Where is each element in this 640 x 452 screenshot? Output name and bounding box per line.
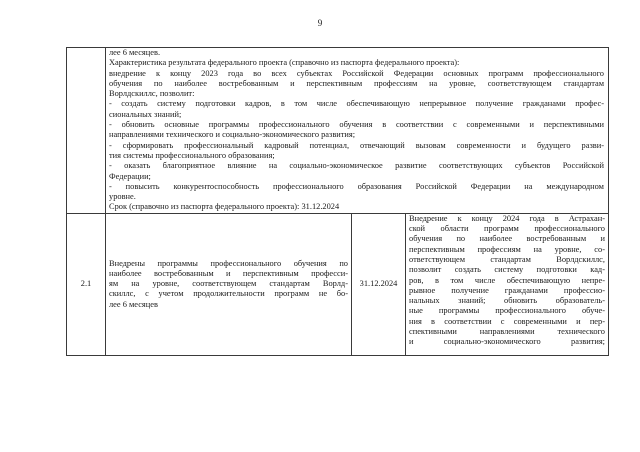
text-line: - повысить конкурентоспособность профессионального образования Российской Федерации на международном: [109, 181, 604, 191]
text-line: лее 6 месяцев: [109, 299, 158, 309]
page-number: 9: [317, 18, 323, 28]
text-line: тия системы профессионального образования;: [109, 150, 275, 160]
text-line: - сформировать профессиональный кадровый потенциал, отвечающий вызовам современности и будущего разви-: [109, 140, 604, 150]
text-line: ные программы профессионального обуче-: [409, 306, 605, 316]
table-row-2-1: [67, 213, 609, 355]
text-line: и социально-экономического развития;: [409, 337, 605, 347]
text-line: ской области программ профессионального: [409, 224, 605, 234]
text-line: позволит создать систему подготовки кад-: [409, 265, 605, 275]
document-table: [66, 47, 609, 356]
deadline-date: 31.12.2024: [352, 213, 406, 355]
text-line: нальных знаний; обновить образователь-: [409, 296, 605, 306]
text-line: наиболее востребованным и перспективным професси-: [109, 268, 348, 278]
text-line: уровне.: [109, 192, 136, 202]
text-line: - обновить основные программы профессионального обучения в соответствии с современными и перспективными: [109, 120, 604, 130]
text-line: рывное получение гражданами профессио-: [409, 285, 605, 295]
characteristics-cell: [106, 48, 609, 214]
result-description-cell: [406, 213, 609, 355]
text-line: ния в соответствии с современными и пер-: [409, 316, 605, 326]
table-row-characteristics: [67, 48, 609, 214]
text-line: - создать систему подготовки кадров, в том числе обеспечивающую непрерывное получение гражданами профес-: [109, 99, 604, 109]
text-line: ров, в том числе обеспечивающую непре-: [409, 275, 605, 285]
text-line: ям на уровне, соответствующем стандартам Ворлд-: [109, 279, 348, 289]
text-line: Характеристика результата федерального проекта (справочно из паспорта федерального проекта):: [109, 58, 460, 68]
text-line: лее 6 месяцев.: [109, 48, 161, 57]
text-line: спективными направлениями технического: [409, 327, 605, 337]
text-line: направлениями технического и социально-экономического развития;: [109, 130, 356, 140]
text-line: ответствующем стандартам Ворлдскиллс,: [409, 254, 605, 264]
text-line: обучения по наиболее востребованным и: [409, 234, 605, 244]
result-name-cell: [106, 213, 352, 355]
text-line: Ворлдскиллс, позволит:: [109, 89, 195, 99]
text-line: сиональных знаний;: [109, 109, 182, 119]
text-line: перспективным профессиям на уровне, со-: [409, 244, 605, 254]
text-line: Внедрение к концу 2024 года в Астрахан-: [409, 213, 605, 223]
row-number: 2.1: [67, 213, 106, 355]
text-line: внедрение к концу 2023 года во всех субъектах Российской Федерации основных программ профессионального: [109, 68, 604, 78]
text-line: - оказать благоприятное влияние на социально-экономическое развитие соответствующих субъектов Российской: [109, 161, 604, 171]
text-line: обучения по наиболее востребованным и перспективным профессиям на уровне, соответствующем стандартам: [109, 78, 604, 88]
text-line: Федерации;: [109, 171, 151, 181]
deadline-line: Срок (справочно из паспорта федерального проекта): 31.12.2024: [109, 202, 340, 212]
empty-number-cell: [67, 48, 106, 214]
text-line: Внедрены программы профессионального обучения по: [109, 258, 348, 268]
text-line: скиллс, с учетом продолжительности программ не бо-: [109, 289, 348, 299]
